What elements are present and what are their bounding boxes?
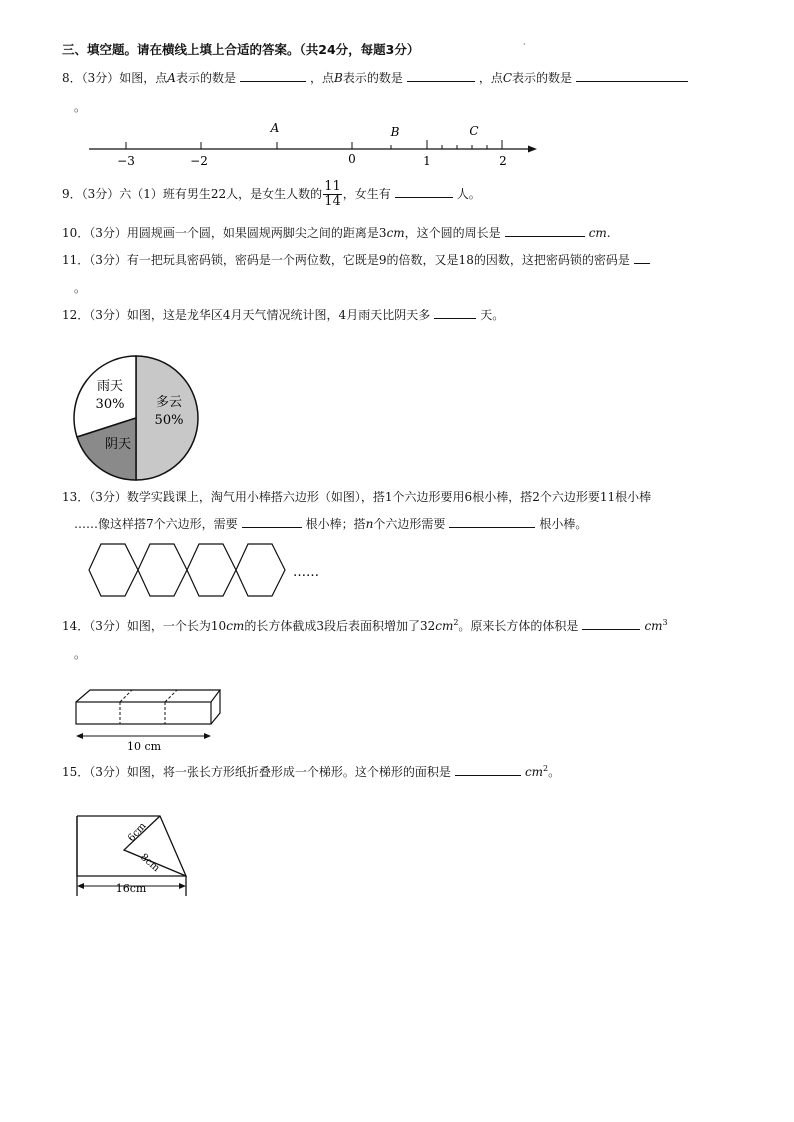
q9-text: ，女生有: [342, 187, 391, 201]
tick-label-minus3: −3: [117, 154, 135, 168]
question-13-line2: [74, 515, 587, 532]
pie-value-rainy: 30%: [95, 397, 125, 412]
cut-line: [165, 690, 177, 702]
q11-score: （3分）: [89, 253, 127, 267]
arrow-right-icon: [204, 733, 211, 739]
q13-text: ……像这样搭7个六边形，需要: [74, 517, 238, 531]
cuboid-front: [76, 702, 211, 724]
q10-text: 用圆规画一个圆，如果圆规两脚尖之间的距离是3: [126, 226, 387, 240]
cuboid-figure: [70, 686, 230, 754]
point-a-label: A: [270, 121, 280, 135]
question-11: [62, 251, 654, 268]
tick-label-one: 1: [423, 154, 431, 168]
point-c-label: C: [469, 124, 479, 138]
q14-unit: cm: [644, 619, 663, 633]
section-title: 三、填空题。请在横线上填上合适的答案。（共24分，每题3分）: [62, 42, 420, 57]
q13-answer-blank-b[interactable]: [449, 515, 535, 528]
question-14: [62, 617, 668, 634]
q12-text: 如图，这是龙华区4月天气情况统计图，4月雨天比阴天多: [126, 308, 431, 322]
q15-number: 15．: [62, 765, 90, 779]
q10-number: 10．: [62, 226, 90, 240]
q14-unit: cm: [226, 619, 245, 633]
hexagon-chain-figure: [88, 540, 348, 602]
q8-number: 8．: [62, 71, 82, 85]
q14-end-mark: 。: [74, 647, 87, 661]
q13-text: 根小棒。: [539, 517, 588, 531]
base-length-label: 16cm: [115, 882, 147, 895]
q9-text: 六（1）班有男生22人，是女生人数的: [119, 187, 323, 201]
q8-score: （3分）: [81, 71, 120, 85]
q15-unit: cm: [524, 765, 544, 779]
arrow-right-icon: [179, 883, 186, 889]
q13-answer-blank-a[interactable]: [242, 515, 302, 528]
fraction-denominator: 14: [324, 194, 341, 209]
q8-end-mark: 。: [74, 100, 87, 114]
trapezoid-outline: [77, 816, 186, 876]
folded-paper-figure: [72, 806, 196, 902]
q14-answer-blank[interactable]: [582, 617, 640, 630]
q10-answer-blank[interactable]: [505, 224, 585, 237]
pie-label-cloudy: 多云: [155, 395, 183, 410]
q8-text: 表示的数是: [342, 71, 403, 85]
q12-score: （3分）: [89, 308, 127, 322]
hexagon: [138, 544, 187, 596]
q14-score: （3分）: [89, 619, 127, 633]
q9-answer-blank[interactable]: [395, 185, 453, 198]
cut-line: [120, 690, 132, 702]
q13-text: 数学实践课上，淘气用小棒搭六边形（如图），搭1个六边形要用6根小棒，搭2个六边形要11根小棒: [126, 490, 652, 504]
q13-score: （3分）: [89, 490, 127, 504]
question-8: [62, 69, 692, 86]
weather-pie-chart: [70, 352, 210, 482]
tick-label-minus2: −2: [190, 154, 208, 168]
q8-var-c: C: [502, 71, 513, 85]
stray-dot: ·: [523, 40, 526, 49]
q10-unit: cm: [588, 226, 607, 240]
q14-superscript: 2: [453, 618, 459, 627]
q13-text: 根小棒；搭: [305, 517, 366, 531]
q15-text: 如图，将一张长方形纸折叠形成一个梯形。这个梯形的面积是: [126, 765, 451, 779]
q8-var-a: A: [167, 71, 176, 85]
q10-text: ，这个圆的周长是: [404, 226, 501, 240]
q13-text: 个六边形需要: [373, 517, 446, 531]
question-10: [62, 224, 611, 241]
q8-var-b: B: [334, 71, 343, 85]
q9-text: 人。: [456, 187, 481, 201]
q8-text: 表示的数是: [512, 71, 573, 85]
cuboid-length-label: 10 cm: [126, 740, 162, 753]
q15-end: 。: [548, 765, 561, 779]
pie-label-overcast: 阴天: [104, 437, 132, 452]
point-b-label: B: [390, 125, 400, 139]
q9-score: （3分）: [81, 187, 120, 201]
q12-number: 12．: [62, 308, 90, 322]
q9-fraction: [323, 180, 342, 209]
fraction-numerator: 11: [324, 179, 341, 194]
q14-text: 。原来长方体的体积是: [458, 619, 579, 633]
arrow-head-icon: [528, 146, 537, 153]
fold-label-a: 6cm: [126, 820, 149, 845]
hexagon: [236, 544, 285, 596]
q14-text: 如图，一个长为10: [126, 619, 227, 633]
q11-number: 11．: [62, 253, 90, 267]
pie-label-rainy: 雨天: [96, 379, 124, 394]
question-9: [62, 180, 481, 209]
hexagon: [89, 544, 138, 596]
q11-end-mark: 。: [74, 281, 87, 295]
q10-end: .: [606, 226, 611, 240]
hexagon-ellipsis: ……: [293, 565, 319, 580]
q12-text: 天。: [480, 308, 505, 322]
q14-number: 14．: [62, 619, 90, 633]
q10-unit: cm: [386, 226, 405, 240]
q14-text: 的长方体截成3段后表面积增加了32: [244, 619, 436, 633]
q8-text: 如图，点: [119, 71, 168, 85]
tick-label-two: 2: [499, 154, 507, 168]
q8-answer-blank-a[interactable]: [240, 69, 306, 82]
q11-answer-blank[interactable]: [634, 251, 650, 264]
q13-var-n: n: [365, 517, 374, 531]
question-13: [62, 488, 651, 505]
q15-answer-blank[interactable]: [455, 763, 521, 776]
q8-text: ，点: [478, 71, 503, 85]
question-12: [62, 306, 504, 323]
hexagon: [187, 544, 236, 596]
q11-text: 有一把玩具密码锁，密码是一个两位数，它既是9的倍数，又是18的因数，这把密码锁的密码是: [126, 253, 630, 267]
number-line: [85, 118, 545, 174]
q13-number: 13．: [62, 490, 90, 504]
tick-label-zero: 0: [348, 152, 356, 166]
pie-value-cloudy: 50%: [154, 413, 184, 428]
fold-label-b: 8cm: [138, 851, 162, 875]
q10-score: （3分）: [89, 226, 127, 240]
q8-text: ，点: [309, 71, 334, 85]
question-15: [62, 763, 560, 780]
arrow-left-icon: [77, 883, 84, 889]
q8-text: 表示的数是: [175, 71, 236, 85]
q9-number: 9．: [62, 187, 82, 201]
q14-superscript: 3: [662, 618, 668, 627]
q14-unit: cm: [435, 619, 454, 633]
q15-score: （3分）: [89, 765, 127, 779]
cuboid-top: [76, 690, 220, 702]
q15-superscript: 2: [543, 764, 549, 773]
q12-answer-blank[interactable]: [434, 306, 476, 319]
q8-answer-blank-b[interactable]: [407, 69, 475, 82]
arrow-left-icon: [76, 733, 83, 739]
q8-answer-blank-c[interactable]: [576, 69, 688, 82]
